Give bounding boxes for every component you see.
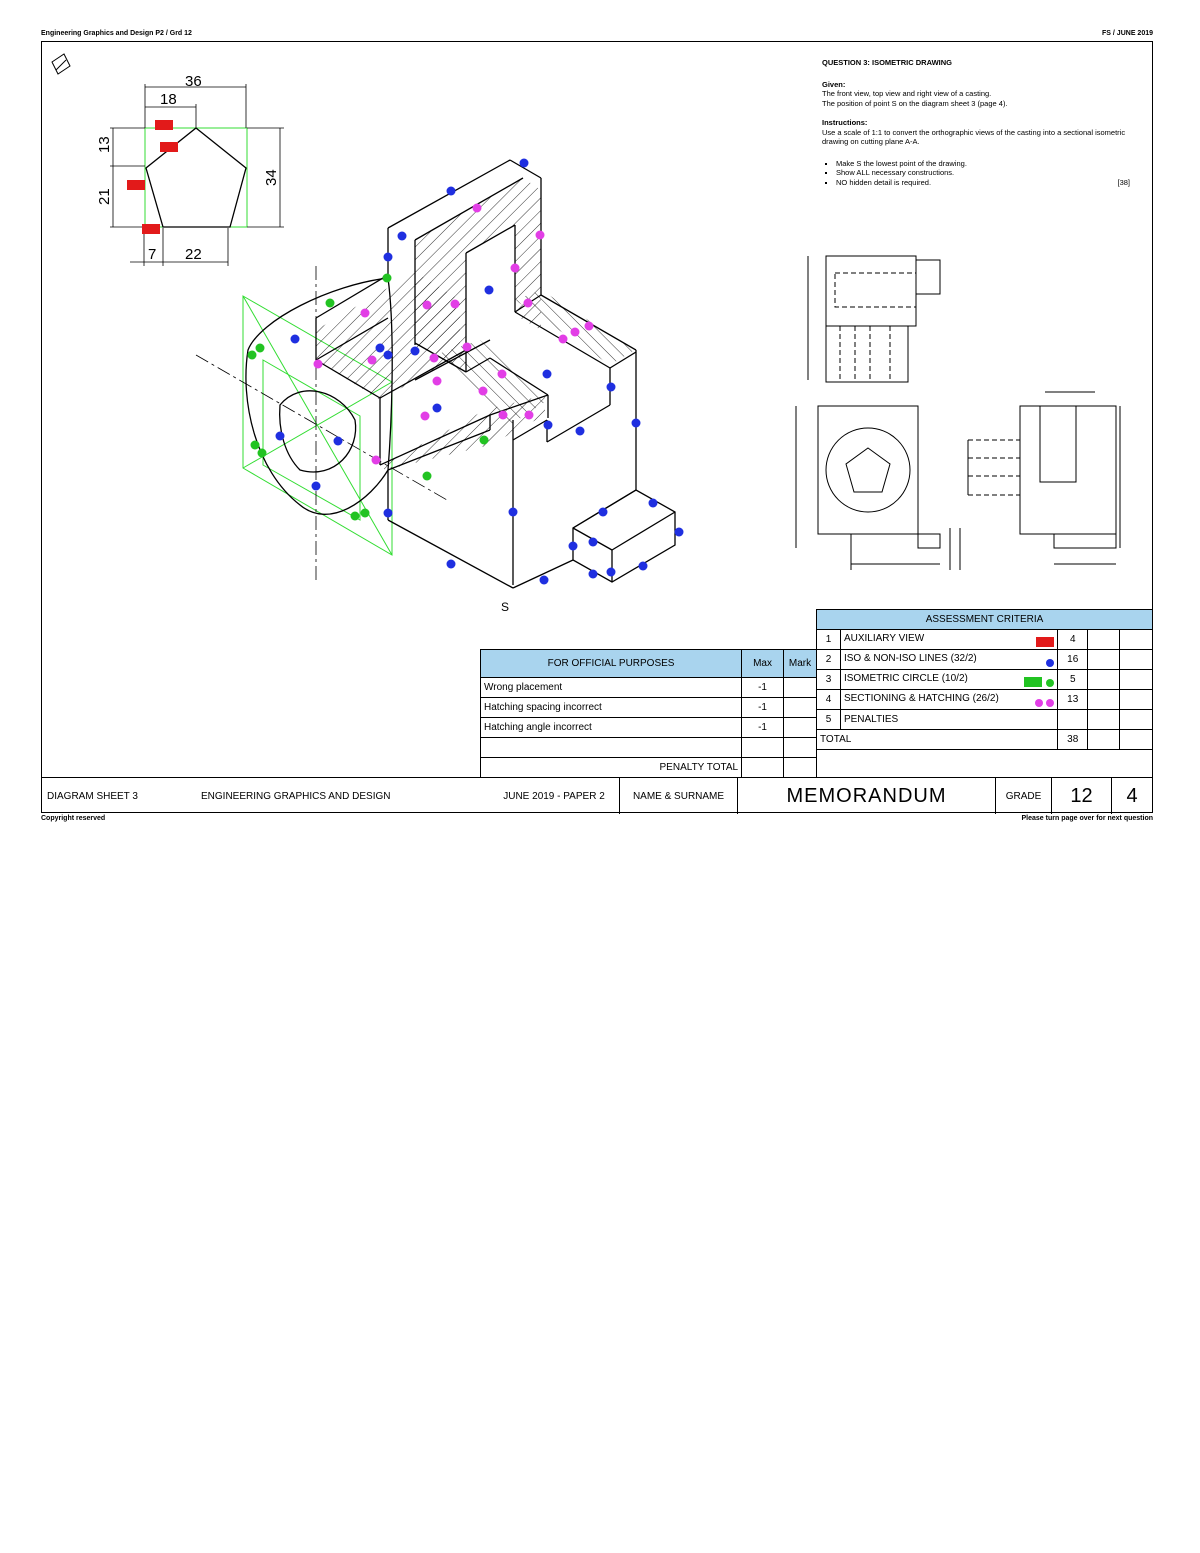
- bullet-item: ▪ Make S the lowest point of the drawing.: [836, 159, 1142, 169]
- total-value: 38: [1058, 730, 1088, 750]
- table-row: [481, 738, 817, 758]
- table-row: [817, 730, 1153, 750]
- table-row: Hatching angle incorrect -1: [481, 718, 817, 738]
- table-row: 5 PENALTIES: [817, 710, 1153, 730]
- official-mark-header: Mark: [784, 650, 817, 678]
- instructions-label: Instructions:: [822, 118, 868, 127]
- magenta-dot: [1035, 699, 1043, 707]
- mark-badge-red: [142, 224, 160, 234]
- mark-badge-red: [160, 142, 178, 152]
- dim-34: 34: [263, 169, 280, 186]
- question-title: QUESTION 3: ISOMETRIC DRAWING: [822, 58, 953, 67]
- grade-value: 12: [1051, 778, 1111, 814]
- table-row: 2 ISO & NON-ISO LINES (32/2) 16: [817, 650, 1153, 670]
- scale-symbol: [52, 54, 70, 74]
- magenta-dot: [1046, 699, 1054, 707]
- paper-label: JUNE 2019 - PAPER 2: [503, 790, 605, 802]
- assessment-table: [816, 609, 1153, 750]
- official-purposes-table: [480, 649, 817, 778]
- table-row: Hatching spacing incorrect -1: [481, 698, 817, 718]
- orthographic-views: [796, 256, 1120, 570]
- question-text: [822, 58, 1142, 187]
- auxiliary-view: [96, 73, 284, 266]
- table-row: 3 ISOMETRIC CIRCLE (10/2) 5: [817, 670, 1153, 690]
- bullet-item: ▪ Show ALL necessary constructions.: [836, 168, 1142, 178]
- blue-dot: [1046, 659, 1054, 667]
- footer-left: Copyright reserved: [41, 815, 106, 822]
- mark-badge-red: [155, 120, 173, 130]
- penalty-total-label: PENALTY TOTAL: [481, 758, 742, 778]
- dim-36: 36: [185, 73, 202, 90]
- official-title: FOR OFFICIAL PURPOSES: [481, 650, 742, 678]
- subject-label: ENGINEERING GRAPHICS AND DESIGN: [201, 790, 391, 802]
- grade-label: GRADE: [995, 778, 1051, 814]
- mark-badge-red: [127, 180, 145, 190]
- given-line: The front view, top view and right view of a casting.: [822, 89, 992, 98]
- total-label: TOTAL: [817, 730, 1058, 750]
- table-row: 4 SECTIONING & HATCHING (26/2) 13: [817, 690, 1153, 710]
- green-dot: [1046, 679, 1054, 687]
- casting-outline: [246, 160, 675, 588]
- dim-18: 18: [160, 91, 177, 108]
- assessment-title: ASSESSMENT CRITERIA: [817, 610, 1153, 630]
- given-line: The position of point S on the diagram sheet 3 (page 4).: [822, 98, 1008, 108]
- dim-7: 7: [148, 246, 157, 263]
- question-marks: [38]: [1117, 177, 1130, 187]
- header-left: Engineering Graphics and Design P2 / Grd 12: [41, 30, 192, 37]
- dim-21: 21: [96, 188, 113, 205]
- footer-right: Please turn page over for next question: [1021, 815, 1153, 822]
- bullet-item: ▪ NO hidden detail is required. [38]: [836, 178, 1142, 188]
- table-row: 1 AUXILIARY VIEW 4: [817, 630, 1153, 650]
- page-number: 4: [1111, 778, 1152, 814]
- sheet-label: DIAGRAM SHEET 3: [47, 790, 138, 802]
- name-label: NAME & SURNAME: [619, 778, 737, 814]
- official-max-header: Max: [742, 650, 784, 678]
- given-label: Given:: [822, 79, 846, 89]
- title-block: [41, 777, 1153, 814]
- instructions-text: Use a scale of 1:1 to convert the orthographic views of the casting into a sectional isometric drawing on cutting plane A-A.: [822, 127, 1126, 146]
- dim-22: 22: [185, 246, 202, 263]
- instruction-bullets: [822, 159, 1142, 188]
- dim-13: 13: [96, 136, 113, 153]
- red-badge: [1036, 637, 1054, 647]
- header-right: FS / JUNE 2019: [1102, 30, 1153, 37]
- name-value: MEMORANDUM: [737, 778, 995, 814]
- table-row: Wrong placement -1: [481, 678, 817, 698]
- table-row: [481, 758, 817, 778]
- point-s-label: S: [501, 600, 510, 614]
- green-badge: [1024, 677, 1042, 687]
